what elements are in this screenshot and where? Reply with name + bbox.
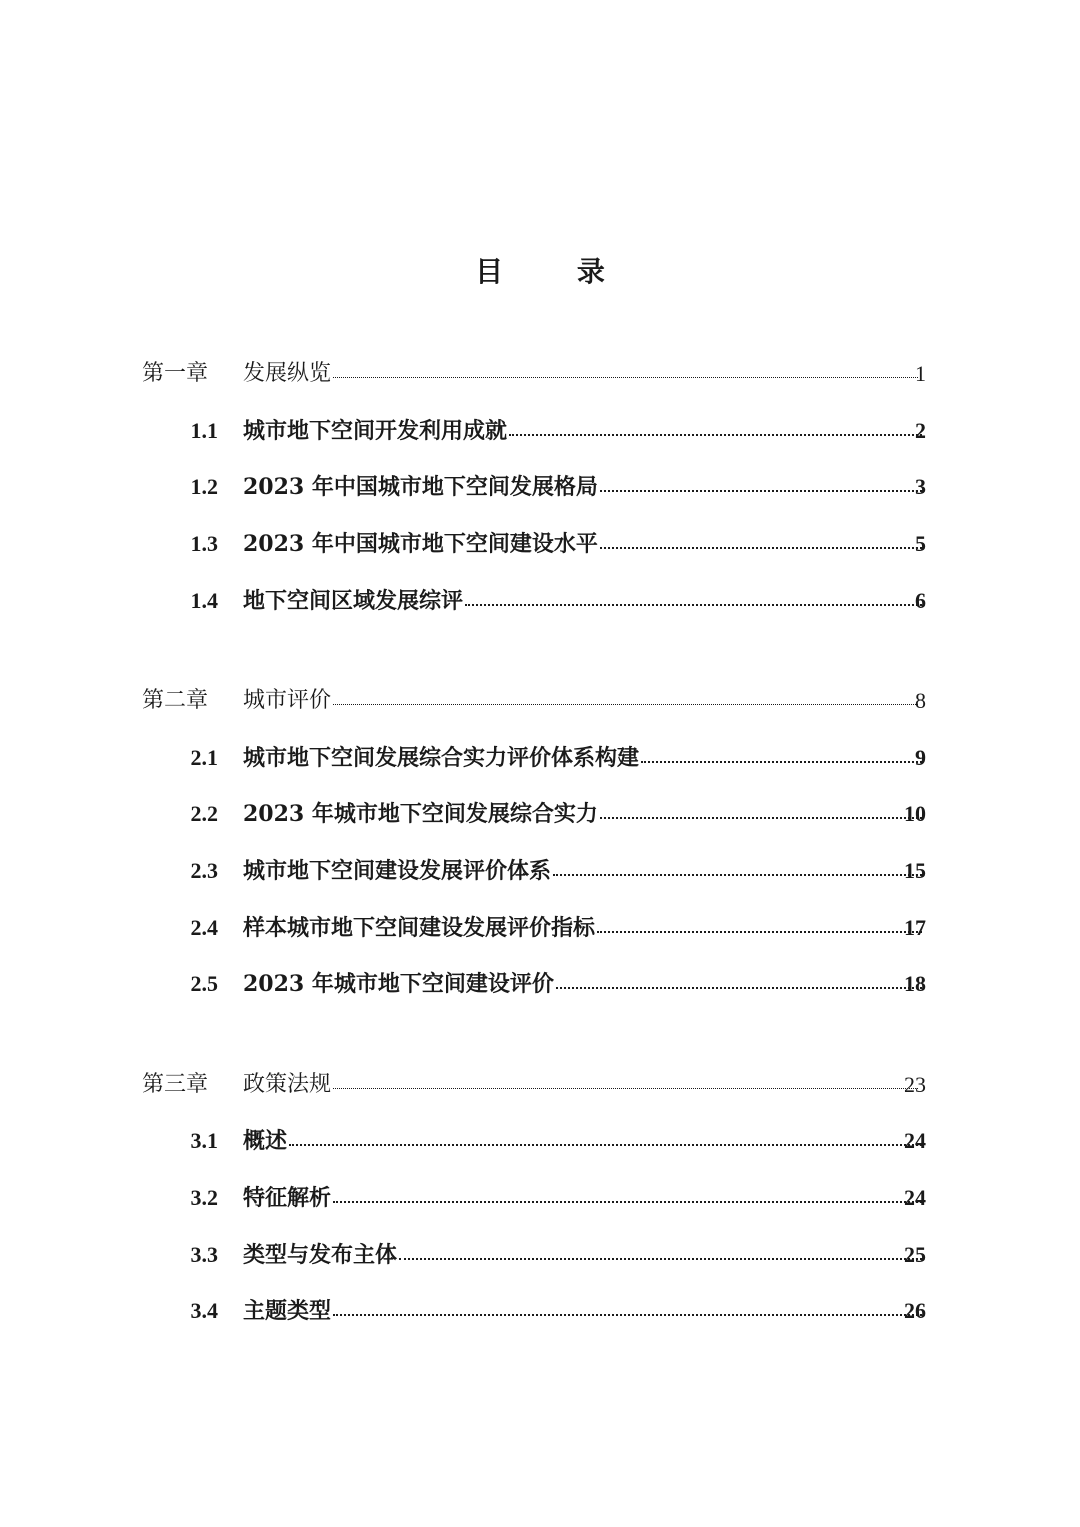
dot-leader [597,913,922,935]
page-number: 24 [904,1128,926,1154]
section-number: 2.2 [190,801,218,827]
page-number: 17 [904,914,926,940]
page-number: 23 [904,1071,926,1097]
toc-entry-section[interactable] [0,516,1080,573]
toc-entry-section[interactable] [0,1226,1080,1283]
page-title: 目 录 [475,255,637,288]
section-number: 3.3 [190,1241,218,1267]
section-number: 3.4 [190,1298,218,1324]
section-label: 2023 年中国城市地下空间建设水平 [243,531,598,558]
section-number: 1.2 [190,474,218,500]
section-label: 主题类型 [243,1298,332,1325]
section-label: 类型与发布主体 [243,1241,398,1268]
section-number: 1.3 [190,531,218,557]
page-number: 25 [904,1241,926,1267]
toc-entry-chapter-3[interactable] [0,1057,1080,1114]
section-label: 概述 [243,1128,288,1155]
dot-leader [333,685,918,707]
chapter-number: 第一章 [142,361,209,387]
dot-leader [289,1126,922,1148]
section-label: 地下空间区域发展综评 [243,587,464,614]
toc-entry-section[interactable] [0,730,1080,787]
dot-leader [465,586,922,608]
toc-entry-section[interactable] [0,786,1080,843]
toc-entry-section[interactable] [0,459,1080,516]
dot-leader [333,358,918,380]
chapter-2 [0,673,1080,1013]
toc-entry-section[interactable] [0,572,1080,629]
toc-entry-section[interactable] [0,403,1080,460]
section-number: 2.5 [190,971,218,997]
dot-leader [333,1296,922,1318]
dot-leader [399,1240,922,1262]
section-label: 2023 年城市地下空间建设评价 [243,971,554,998]
dot-leader [556,969,922,991]
section-number: 2.4 [190,914,218,940]
page-number: 2 [915,417,926,443]
section-label: 城市地下空间开发利用成就 [243,417,508,444]
page-number: 26 [904,1298,926,1324]
chapter-number: 第三章 [142,1071,209,1097]
page-number: 10 [904,801,926,827]
dot-leader [509,416,922,438]
toc-entry-section[interactable] [0,1113,1080,1170]
dot-leader [553,856,922,878]
section-number: 1.4 [190,587,218,613]
section-label: 2023 年中国城市地下空间发展格局 [243,474,598,501]
toc-entry-section[interactable] [0,1170,1080,1227]
section-number: 1.1 [190,417,218,443]
page-number: 5 [915,531,926,557]
page-number: 9 [915,744,926,770]
toc-entry-chapter-2[interactable] [0,673,1080,730]
section-label: 城市地下空间发展综合实力评价体系构建 [243,744,640,771]
dot-leader [600,472,922,494]
section-label: 样本城市地下空间建设发展评价指标 [243,914,596,941]
dot-leader [600,799,922,821]
toc-entry-chapter-1[interactable] [0,346,1080,403]
section-label: 特征解析 [243,1185,332,1212]
section-number: 2.1 [190,744,218,770]
section-number: 2.3 [190,858,218,884]
page-number: 1 [915,361,926,387]
chapter-label: 政策法规 [243,1071,332,1097]
page-number: 3 [915,474,926,500]
page-number: 18 [904,971,926,997]
section-label: 2023 年城市地下空间发展综合实力 [243,801,598,828]
chapter-number: 第二章 [142,688,209,714]
chapter-label: 城市评价 [243,688,332,714]
section-label: 城市地下空间建设发展评价体系 [243,858,552,885]
toc-entry-section[interactable] [0,956,1080,1013]
page-number: 15 [904,858,926,884]
page-number: 8 [915,688,926,714]
dot-leader [333,1183,922,1205]
toc-entry-section[interactable] [0,1283,1080,1340]
page-number: 6 [915,587,926,613]
dot-leader [641,743,922,765]
dot-leader [600,529,922,551]
section-number: 3.1 [190,1128,218,1154]
chapter-3 [0,1057,1080,1340]
table-of-contents [0,346,1080,1384]
toc-entry-section[interactable] [0,899,1080,956]
page-number: 24 [904,1185,926,1211]
chapter-label: 发展纵览 [243,361,332,387]
toc-entry-section[interactable] [0,843,1080,900]
section-number: 3.2 [190,1185,218,1211]
chapter-1 [0,346,1080,629]
dot-leader [333,1069,918,1091]
